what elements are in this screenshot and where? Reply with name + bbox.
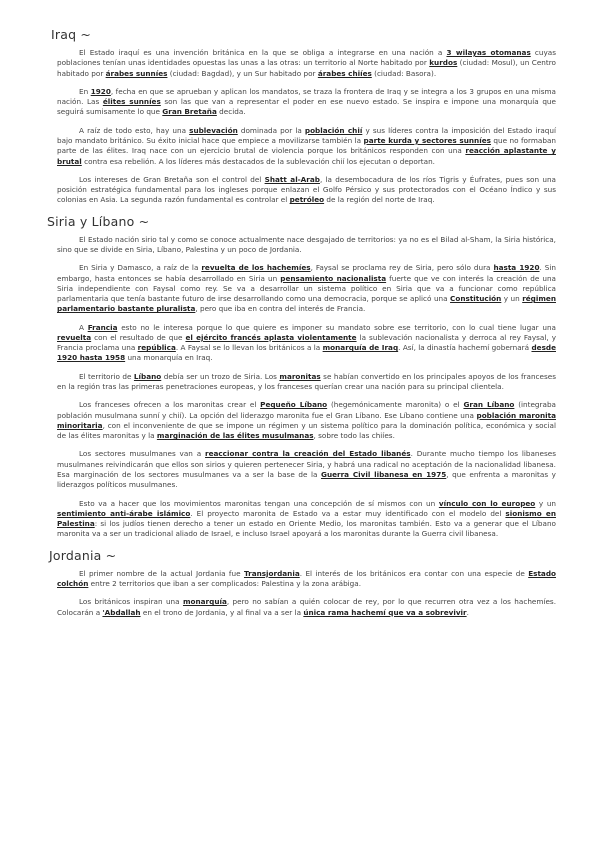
text-run: entre 2 territorios que iban a ser complicados: Palestina y la zona arábiga.	[88, 578, 362, 588]
text-run: . El interés de los británicos era contar con una especie de	[299, 568, 529, 578]
highlighted-term	[450, 294, 501, 303]
paragraph	[57, 597, 556, 618]
text-run: . El proyecto maronita de Estado va a estar muy identificado con el modelo del	[190, 508, 506, 518]
highlighted-term-text: régimen parlamentario bastante pluralista	[57, 294, 556, 314]
highlighted-term	[439, 499, 535, 508]
text-run: En	[79, 86, 91, 96]
text-run: se habían convertido en los principales apoyos de los franceses en la región tras las primeras penetraciones europeas, y los franceses querían crear una nación para su principal clientela.	[57, 371, 556, 392]
highlighted-term	[185, 333, 356, 342]
highlighted-term-text: kurdos	[429, 58, 458, 68]
section-heading: Iraq ~	[51, 27, 92, 42]
text-run: y un	[535, 498, 557, 508]
text-run: contra esa rebelión. A los líderes más destacados de la sublevación chií los ejecutan o deportan.	[81, 156, 435, 166]
text-run: y sus líderes contra la imposición del Estado iraquí bajo mandato británico. Su éxito inicial hace que empiece a movilizarse también la	[57, 125, 557, 145]
text-run: A	[79, 322, 88, 332]
document-content	[47, 27, 557, 618]
highlighted-term-text: población chií	[304, 125, 363, 135]
highlighted-term-text: el ejército francés aplasta violentamente	[185, 332, 357, 342]
highlighted-term-text: revuelta de los hachemíes	[201, 263, 311, 273]
text-run: , Faysal se proclama rey de Siria, pero sólo dura	[310, 263, 494, 273]
highlighted-term-text: maronitas	[279, 371, 321, 381]
highlighted-term	[138, 343, 176, 352]
highlighted-term-text: vínculo con lo europeo	[438, 498, 536, 508]
section-iraq	[51, 27, 557, 206]
text-run: en el trono de Jordania, y al final va a ser la	[140, 607, 304, 617]
section-heading: Siria y Líbano ~	[47, 213, 150, 229]
text-run: decida.	[216, 107, 246, 117]
text-run: Los británicos inspiran una	[79, 597, 183, 607]
text-run: . Durante mucho tiempo los libaneses musulmanes reivindicarán que ellos son sirios y quieren pertenecer Siria, y habrá una radical no aceptación de la nacionalidad libanesa. Esa marginación de los sectores musulmanes va a ser la base de la	[57, 449, 556, 479]
highlighted-term-text: reacción aplastante y brutal	[57, 146, 556, 166]
paragraph	[57, 323, 556, 364]
section-heading: Jordania ~	[49, 547, 117, 563]
text-run: Los franceses ofrecen a los maronitas crear el	[79, 400, 261, 410]
highlighted-term	[290, 195, 325, 204]
highlighted-term-text: monarquía de Iraq	[322, 343, 399, 353]
highlighted-term	[162, 107, 217, 116]
highlighted-term-text: Transjordania	[243, 568, 300, 578]
highlighted-term	[280, 274, 386, 283]
text-run: cuyas poblaciones tenían unas identidades opuestas las unas a las otras: un territorio al Norte habitado por	[57, 48, 556, 68]
text-run: (integraba población musulmana sunní y chií). La opción del liderazgo maronita fue el Gran Líbano. Ese Líbano contiene una	[57, 400, 557, 420]
highlighted-term	[364, 136, 491, 145]
text-run: (ciudad: Basora).	[371, 68, 437, 78]
text-run: , que enfrenta a maronitas y liderazgos políticos musulmanes.	[57, 470, 556, 490]
text-run: una monarquía en Iraq.	[125, 353, 213, 363]
highlighted-term-text: Francia	[87, 322, 118, 332]
highlighted-term-text: sentimiento anti-árabe islámico	[57, 508, 191, 518]
highlighted-term	[318, 69, 372, 78]
paragraph	[57, 263, 556, 314]
highlighted-term	[91, 87, 111, 96]
text-run: .	[466, 607, 469, 617]
highlighted-term	[205, 449, 411, 458]
text-run: , pero que iba en contra del interés de Francia.	[195, 304, 366, 314]
text-run: , con el inconveniente de que se impone un régimen y un sistema político para la dominación política, económica y social de las élites maronitas y la	[57, 420, 556, 441]
highlighted-term-text: república	[137, 343, 176, 353]
text-run: , sobre todo las chiíes.	[313, 431, 395, 441]
text-run: esto no le interesa porque lo que quiere es imponer su mandato sobre ese territorio, con lo cual tiene lugar una	[117, 322, 556, 332]
highlighted-term-text: 3 wilayas otomanas	[446, 48, 531, 57]
highlighted-term-text: 'Abdallah	[102, 607, 141, 617]
paragraph	[57, 87, 556, 118]
text-run: El Estado nación sirio tal y como se conoce actualmente nace desgajado de territorios: ya no es el Bilad al-Sham, la Siria histórica, sino que se divide en Siria, Líbano, Palestina y un poco de Jordania.	[57, 234, 556, 254]
text-run: Los sectores musulmanes van a	[79, 449, 205, 459]
highlighted-term	[189, 126, 238, 135]
paragraph	[57, 48, 556, 79]
highlighted-term	[446, 48, 530, 57]
text-run: la sublevación nacionalista y derroca al rey Faysal, y Francia proclama una	[57, 332, 556, 353]
highlighted-term	[429, 58, 457, 67]
highlighted-term-text: pensamiento nacionalista	[280, 273, 387, 283]
highlighted-term-text: Líbano	[133, 371, 162, 381]
text-run: y un	[501, 294, 523, 304]
text-run: debía ser un trozo de Siria. Los	[161, 371, 280, 381]
highlighted-term	[157, 431, 314, 440]
paragraph	[57, 126, 556, 167]
highlighted-term-text: sionismo en Palestina	[57, 508, 556, 529]
highlighted-term	[57, 333, 91, 342]
highlighted-term-text: reaccionar contra la creación del Estado libanés	[205, 449, 411, 459]
highlighted-term-text: petróleo	[289, 195, 325, 205]
text-run: , pero no sabían a quién colocar de rey, por lo que recurren otra vez a los hachemíes. Colocarán a	[57, 597, 557, 617]
highlighted-term	[493, 263, 539, 272]
text-run: El territorio de	[79, 371, 134, 381]
highlighted-term-text: población maronita minoritaria	[57, 410, 556, 430]
text-run: (hegemónicamente maronita) o el	[327, 400, 464, 410]
highlighted-term-text: Shatt al-Arab	[264, 174, 320, 184]
highlighted-term-text: Gran Bretaña	[162, 107, 217, 117]
highlighted-term-text: sublevación	[189, 125, 238, 135]
highlighted-term	[260, 400, 327, 409]
paragraph	[57, 235, 556, 256]
text-run: con el resultado de que	[91, 332, 186, 342]
text-run: (ciudad: Mosul), un Centro habitado por	[57, 58, 556, 78]
text-run: Esto va a hacer que los movimientos maronitas tengan una concepción de sí mismos con un	[79, 498, 439, 508]
highlighted-term	[103, 97, 161, 106]
highlighted-term	[201, 263, 310, 272]
highlighted-term-text: revuelta	[57, 332, 92, 342]
text-run: . A Faysal se lo llevan los británicos a la	[175, 343, 323, 353]
highlighted-term	[134, 372, 161, 381]
highlighted-term	[265, 175, 320, 184]
text-run: A raíz de todo esto, hay una	[79, 125, 190, 135]
highlighted-term	[323, 343, 399, 352]
text-run: , la desembocadura de los ríos Tigris y Éufrates, pues son una posición estratégica fundamental para los ingleses porque enlazan el Golfo Pérsico y sus protectorados con el Océano Índico y sus colonias en Asia. La segunda razón fundamental es controlar el	[57, 174, 556, 205]
section-jordania	[49, 547, 557, 618]
highlighted-term-text: 1920	[90, 86, 111, 96]
text-run: que no formaban parte de las élites. Iraq nace con un ejercicio brutal de violencia porque los británicos responden con una	[57, 135, 556, 156]
highlighted-term-text: Pequeño Líbano	[260, 400, 328, 410]
highlighted-term-text: Estado colchón	[57, 568, 556, 588]
paragraph	[57, 499, 556, 540]
highlighted-term-text: única rama hachemí que va a sobrevivir	[303, 607, 467, 617]
highlighted-term-text: élites sunníes	[102, 97, 161, 107]
text-run: : si los judíos tienen derecho a tener un estado en Oriente Medio, los maronitas también. Esto va a generar que el Líbano maronita va a ser un tradicional aliado de Israel, e incluso Israel apoyará a los maronitas durante la Guerra civil libanesa.	[57, 519, 556, 539]
highlighted-term	[88, 323, 118, 332]
highlighted-term-text: parte kurda y sectores sunníes	[363, 135, 491, 145]
highlighted-term	[279, 372, 320, 381]
highlighted-term	[303, 608, 466, 617]
text-run: dominada por la	[237, 125, 305, 135]
text-run: . Sin embargo, hasta entonces se había desarrollado en Siria un	[57, 263, 556, 283]
paragraph	[57, 400, 556, 441]
highlighted-term-text: desde 1920 hasta 1958	[57, 343, 556, 363]
highlighted-term	[463, 400, 514, 409]
paragraph	[57, 372, 556, 393]
highlighted-term-text: Gran Líbano	[463, 400, 515, 410]
highlighted-term-text: árabes chiíes	[317, 68, 372, 78]
highlighted-term	[183, 597, 227, 606]
text-run: El primer nombre de la actual Jordania fue	[79, 568, 244, 578]
highlighted-term-text: monarquía	[182, 597, 227, 607]
highlighted-term	[321, 470, 446, 479]
highlighted-term-text: Constitución	[450, 294, 502, 304]
text-run: son las que van a representar el poder en ese nuevo estado. Se inspira e impone una monarquía que seguirá sumisamente lo que	[57, 97, 556, 117]
text-run: Los intereses de Gran Bretaña son el control del	[79, 174, 265, 184]
text-run: El Estado iraquí es una invención británica en la que se obliga a integrarse en una nación a	[79, 48, 447, 57]
highlighted-term	[305, 126, 362, 135]
highlighted-term-text: Guerra Civil libanesa en 1975	[321, 470, 447, 479]
highlighted-term-text: marginación de las élites musulmanas	[156, 431, 314, 441]
highlighted-term	[57, 509, 190, 518]
paragraph	[57, 569, 556, 590]
highlighted-term	[106, 69, 168, 78]
highlighted-term-text: hasta 1920	[493, 263, 540, 273]
highlighted-term	[244, 569, 300, 578]
text-run: (ciudad: Bagdad), y un Sur habitado por	[167, 68, 318, 78]
text-run: . Así, la dinastía hachemí gobernará	[398, 343, 532, 353]
paragraph	[57, 449, 556, 490]
section-siria-libano	[47, 213, 557, 540]
text-run: de la región del norte de Iraq.	[324, 195, 435, 205]
paragraph	[57, 175, 556, 206]
text-run: fuerte que ve con interés la creación de una Siria independiente con Faysal como rey. Se va a desarrollar un sistema político en Siria que va a funcionar como república parlamentaria que tenía bastante futuro de irse desarrollando como una democracia, porque se aplicó una	[57, 273, 556, 304]
text-run: En Siria y Damasco, a raíz de la	[79, 263, 202, 273]
highlighted-term	[102, 608, 140, 617]
text-run: , fecha en que se aprueban y aplican los mandatos, se traza la frontera de Iraq y se integra a los 3 grupos en una misma nación. Las	[57, 86, 556, 107]
highlighted-term-text: árabes sunníes	[105, 68, 168, 78]
